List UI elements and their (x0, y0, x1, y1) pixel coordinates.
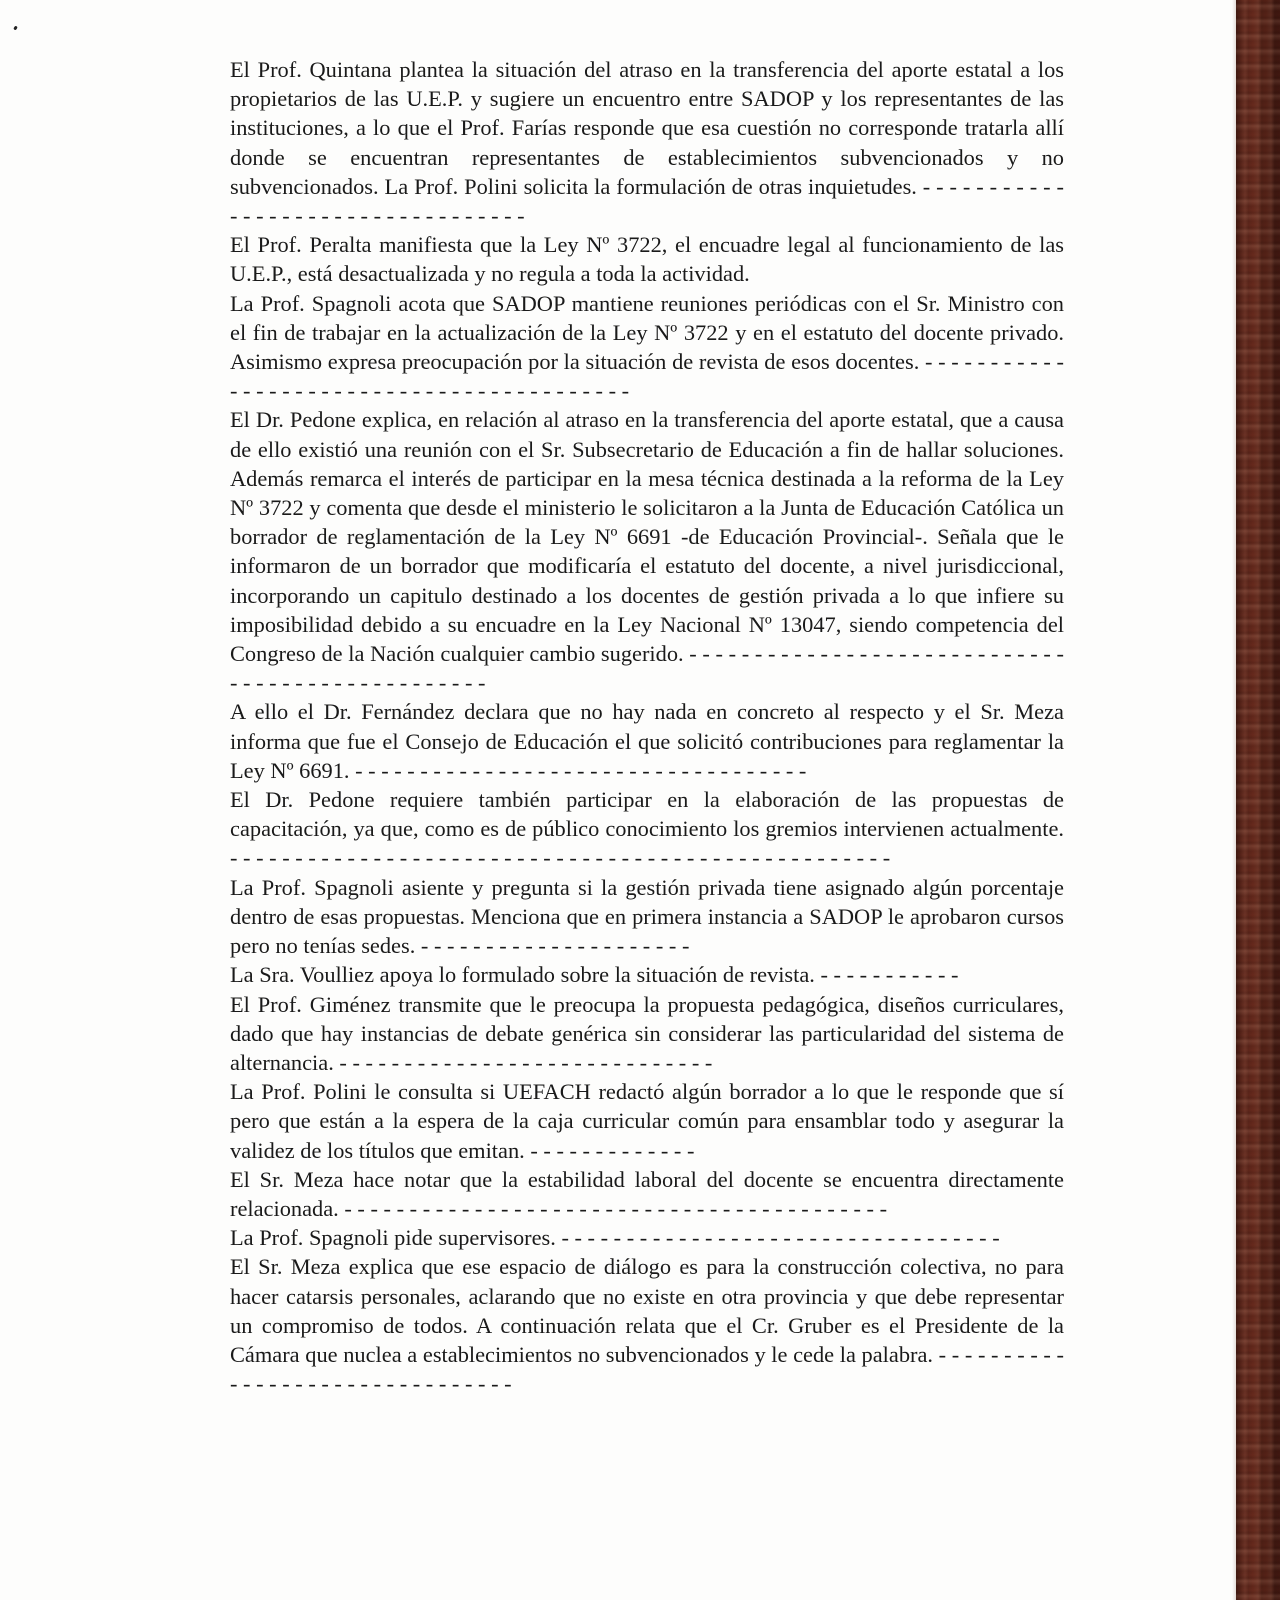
paragraph-pedone-2: El Dr. Pedone requiere también participar en la elaboración de las propuestas de capacitación, ya que, como es de público conocimiento los gremios intervienen actualmente. - - - - - - - - - - - - - - - - - - - - - - - - - - - - - - - - - - - - - - - - - - - - - - - - - - - (230, 787, 1064, 871)
scan-speck (13, 26, 18, 31)
paragraph-meza-2: El Sr. Meza explica que ese espacio de diálogo es para la construcción colectiva, no para hacer catarsis personales, aclarando que no existe en otra provincia y que debe representar un compromiso de todos. A continuación relata que el Cr. Gruber es el Presidente de la Cámara que nuclea a establecimientos no subvencionados y le cede la palabra. - - - - - - - - - - - - - - - - - - - - - - - - - - - - - - - - (230, 1254, 1064, 1397)
minutes-text (230, 55, 1064, 1398)
paragraph-spagnoli-1: La Prof. Spagnoli acota que SADOP mantiene reuniones periódicas con el Sr. Ministro con el fin de trabajar en la actualización de la Ley Nº 3722 y en el estatuto del docente privado. Asimismo expresa preocupación por la situación de revista de esos docentes. - - - - - - - - - - - - - - - - - - - - - - - - - - - - - - - - - - - - - - - - - - (230, 290, 1064, 404)
paragraph-spagnoli-2: La Prof. Spagnoli asiente y pregunta si la gestión privada tiene asignado algún porcentaje dentro de esas propuestas. Menciona que en primera instancia a SADOP le aprobaron cursos pero no tenías sedes. - - - - - - - - - - - - - - - - - - - - - (230, 874, 1064, 959)
wood-surface-background (1236, 0, 1280, 1600)
paragraph-pedone-1: El Dr. Pedone explica, en relación al atraso en la transferencia del aporte estatal, que a causa de ello existió una reunión con el Sr. Subsecretario de Educación a fin de hallar soluciones. Además remarca el interés de participar en la mesa técnica destinada a la reforma de la Ley Nº 3722 y comenta que desde el ministerio le solicitaron a la Junta de Educación Católica un borrador de reglamentación de la Ley Nº 6691 -de Educación Provincial-. Señala que le informaron de un borrador que modificaría el estatuto del docente, a nivel jurisdiccional, incorporando un capitulo destinado a los docentes de gestión privada a lo que infiere su imposibilidad debido a su encuadre en la Ley Nacional Nº 13047, siendo competencia del Congreso de la Nación cualquier cambio sugerido. - - - - - - - - - - - - - - - - - - - - - - - - - - - - - - - - - - - - - - - - - - - - - - - - - (230, 407, 1064, 696)
paragraph-polini: La Prof. Polini le consulta si UEFACH redactó algún borrador a lo que le responde que sí pero que están a la espera de la caja curricular común para ensamblar todo y asegurar la validez de los títulos que emitan. - - - - - - - - - - - - - (230, 1079, 1064, 1163)
paragraph-voulliez: La Sra. Voulliez apoya lo formulado sobre la situación de revista. - - - - - - - - - - - (230, 962, 959, 988)
paragraph-peralta: El Prof. Peralta manifiesta que la Ley Nº 3722, el encuadre legal al funcionamiento de las U.E.P., está desactualizada y no regula a toda la actividad. (230, 232, 1064, 287)
paragraph-quintana: El Prof. Quintana plantea la situación del atraso en la transferencia del aporte estatal a los propietarios de las U.E.P. y sugiere un encuentro entre SADOP y los representantes de las instituciones, a lo que el Prof. Farías responde que esa cuestión no corresponde tratarla allí donde se encuentran representantes de establecimientos subvencionados y no subvencionados. La Prof. Polini solicita la formulación de otras inquietudes. - - - - - - - - - - - - - - - - - - - - - - - - - - - - - - - - - - (230, 57, 1064, 229)
paragraph-fernandez: A ello el Dr. Fernández declara que no hay nada en concreto al respecto y el Sr. Meza informa que fue el Consejo de Educación el que solicitó contribuciones para reglamentar la Ley Nº 6691. - - - - - - - - - - - - - - - - - - - - - - - - - - - - - - - - - - - (230, 699, 1064, 783)
paragraph-gimenez: El Prof. Giménez transmite que le preocupa la propuesta pedagógica, diseños curriculares, dado que hay instancias de debate genérica sin considerar las particularidad del sistema de alternancia. - - - - - - - - - - - - - - - - - - - - - - - - - - - - - (230, 991, 1064, 1075)
paragraph-spagnoli-3: La Prof. Spagnoli pide supervisores. - - - - - - - - - - - - - - - - - - - - - - - - - - - - - - - - - - (230, 1225, 1000, 1251)
paragraph-meza-1: El Sr. Meza hace notar que la estabilidad laboral del docente se encuentra directamente relacionada. - - - - - - - - - - - - - - - - - - - - - - - - - - - - - - - - - - - - - - - - - - (230, 1166, 1064, 1221)
